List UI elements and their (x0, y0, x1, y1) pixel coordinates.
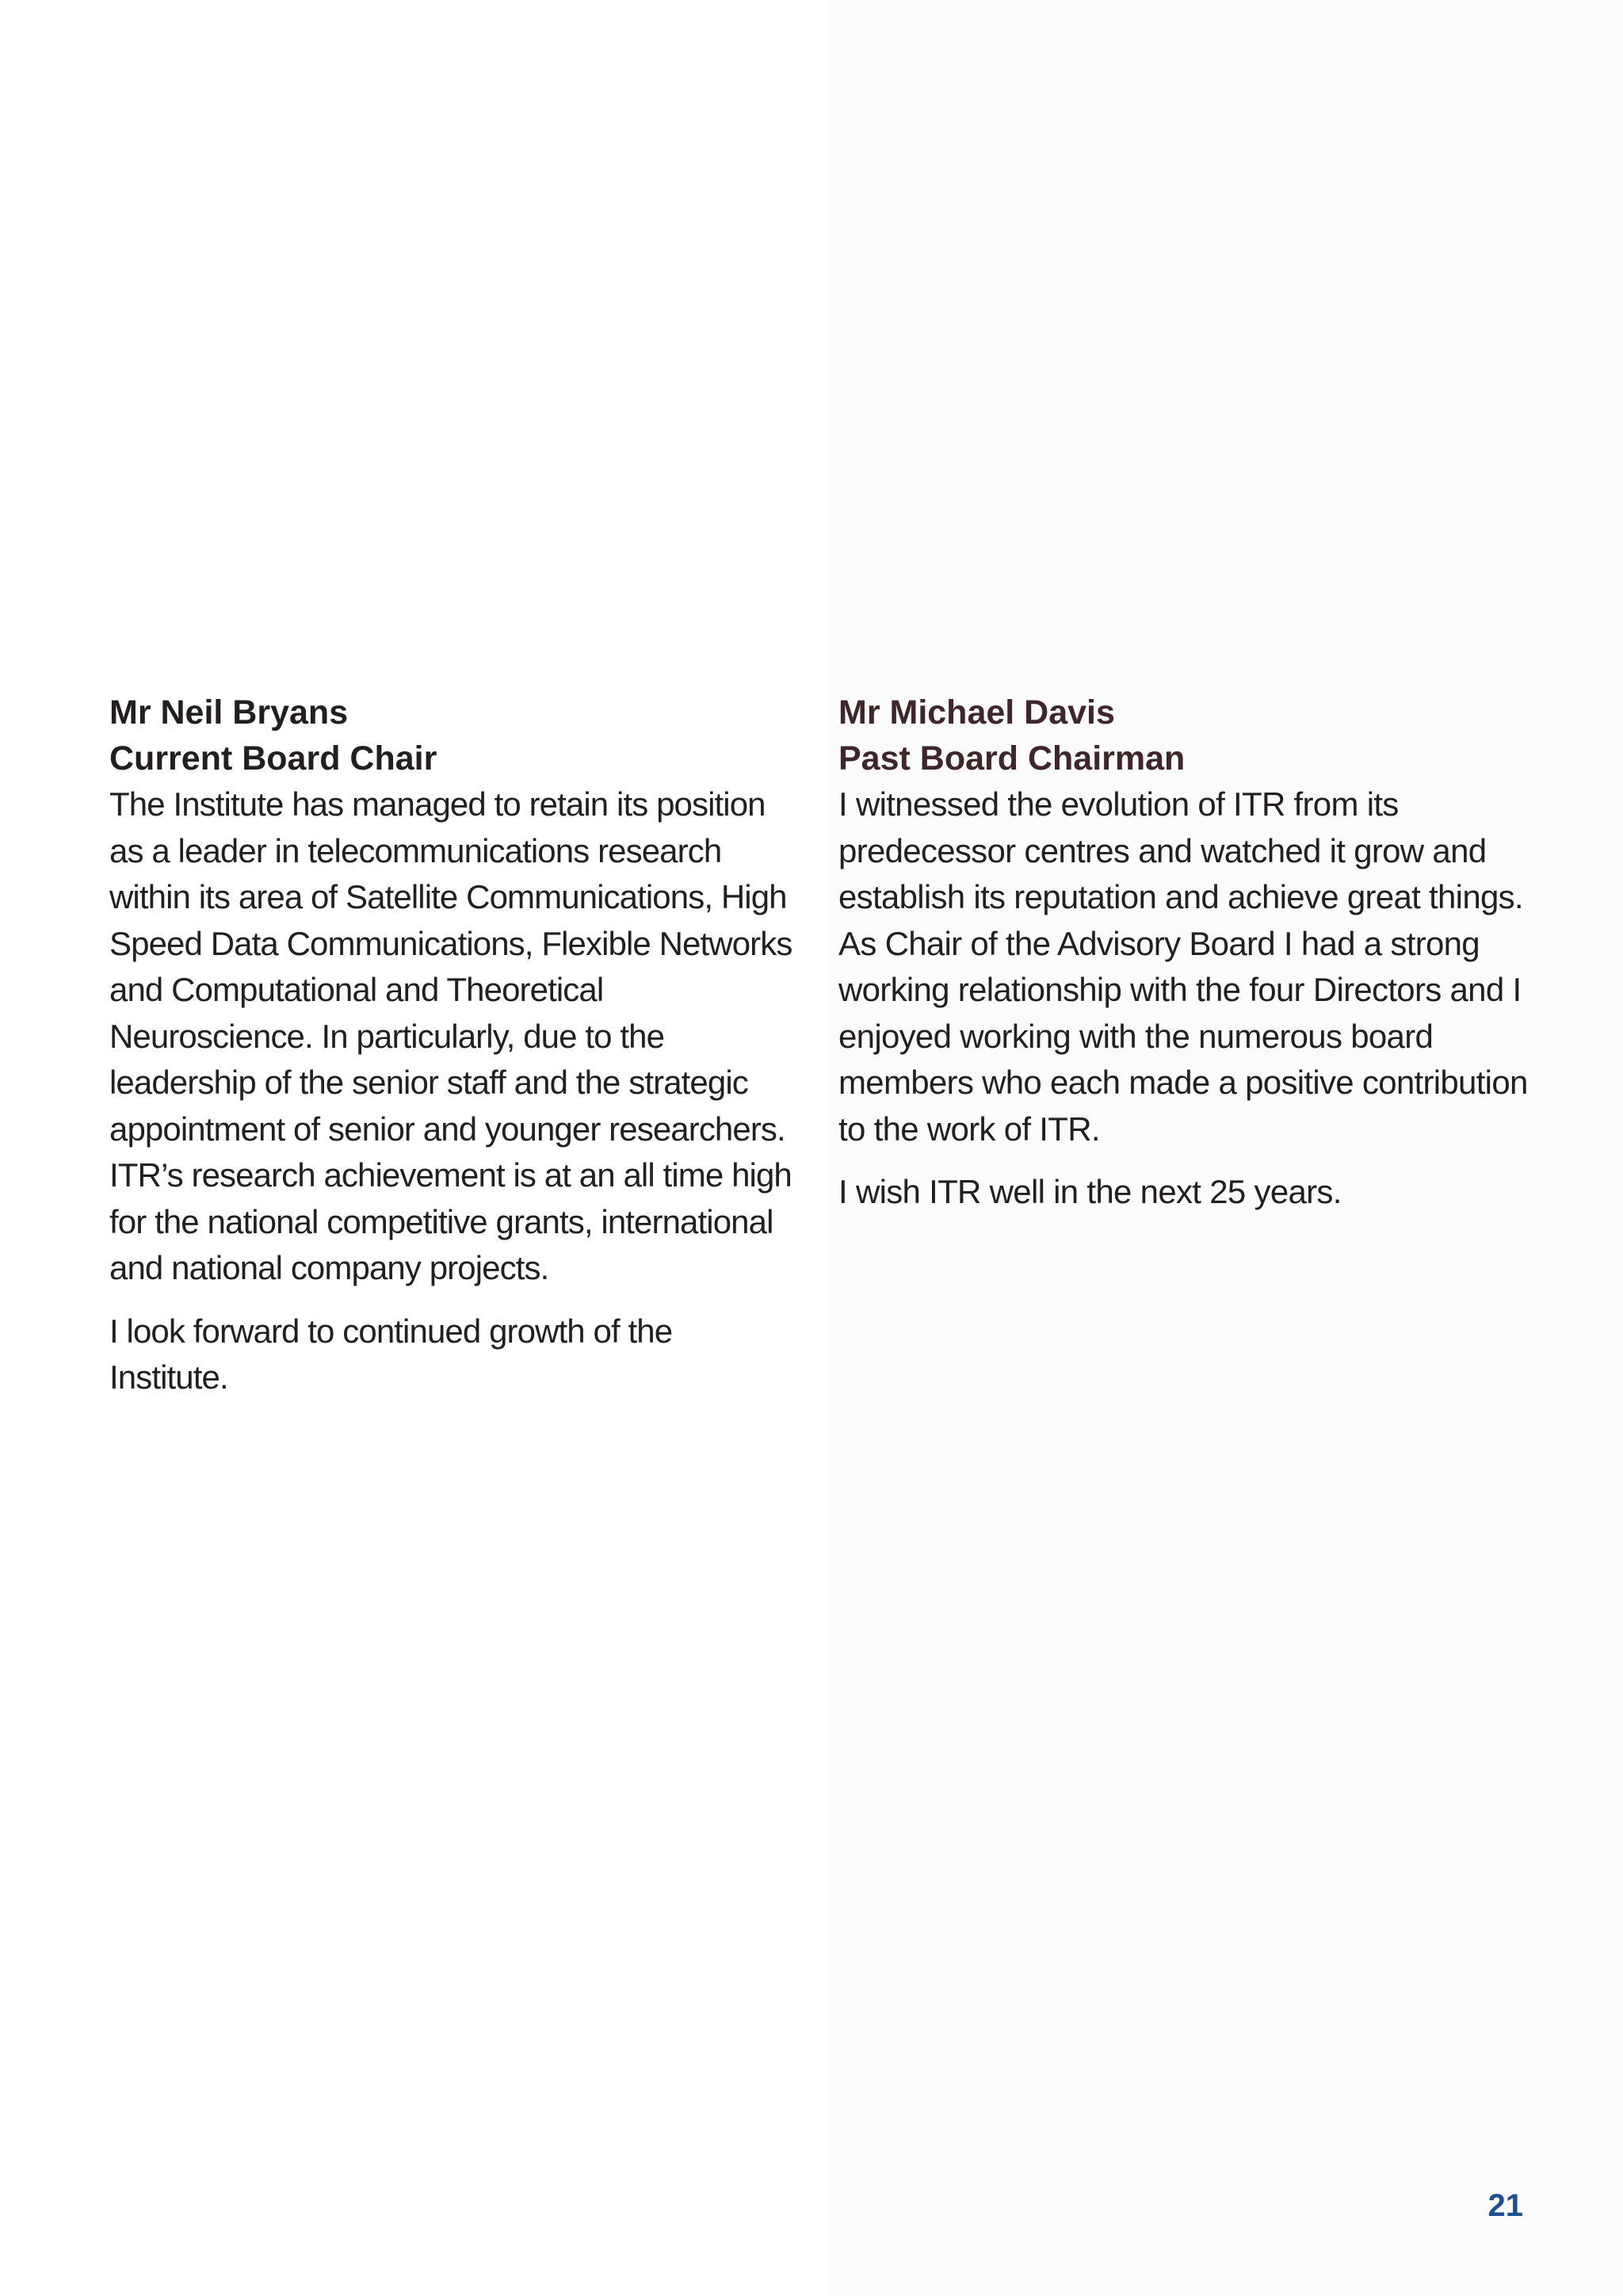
person-name: Mr Michael Davis (838, 693, 1115, 732)
person-role: Current Board Chair (109, 739, 437, 777)
testimonial-paragraph: The Institute has managed to retain its position as a leader in telecommunications research within its area of Satellite Communications, High Speed Data Communications, Flexible Networks and Computational and Theoretical Neuroscience. In particularly, due to the leadership of the senior staff and the strategic appointment of senior and younger researchers. ITR’s research achievement is at an all time high for the national competitive grants, international and national company projects. (109, 785, 792, 1286)
person-role: Past Board Chairman (838, 739, 1186, 777)
person-name: Mr Neil Bryans (109, 693, 349, 732)
testimonial-paragraph: I wish ITR well in the next 25 years. (838, 1173, 1342, 1210)
testimonial-body (109, 781, 799, 1401)
testimonial-body (838, 781, 1528, 1216)
testimonial-paragraph: I witnessed the evolution of ITR from its predecessor centres and watched it grow and establish its reputation and achieve great things. As Chair of the Advisory Board I had a strong working relationship with the four Directors and I enjoyed working with the numerous board members who each made a positive contribution to the work of ITR. (838, 785, 1528, 1148)
testimonial-past-chairman (838, 690, 1528, 1216)
testimonial-current-chair (109, 690, 799, 1401)
page-number: 21 (1487, 2188, 1523, 2223)
testimonial-paragraph: I look forward to continued growth of the Institute. (109, 1312, 673, 1396)
